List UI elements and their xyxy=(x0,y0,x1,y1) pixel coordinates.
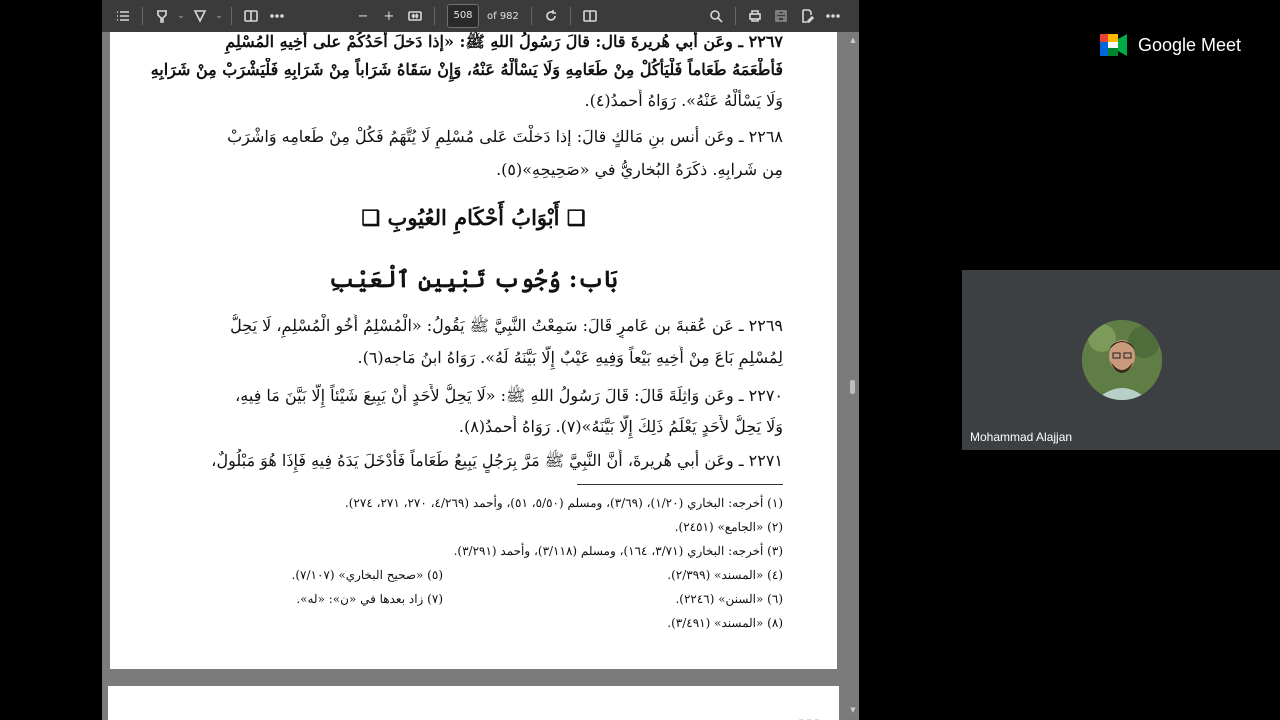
toolbar-separator xyxy=(231,7,232,25)
hadith-2269-line-2: لِمُسْلِمٍ بَاعَ مِنْ أَخِيهِ بَيْعاً وَفِيهِ عَيْبٌ إِلَّا بَيَّنَهُ لَهُ». رَوَاهُ ابنُ مَاجه(٦). xyxy=(357,348,783,367)
scroll-up-arrow-icon[interactable]: ▲ xyxy=(850,36,856,44)
hadith-2269-line-1: ٢٢٦٩ ـ عَن عُقبةَ بن عَامرٍ قَالَ: سَمِعْتُ النَّبِيَّ ﷺ يَقُولُ: «الْمُسْلِمُ أَخُو الْمُسْلِمِ، لَا يَحِلُّ xyxy=(230,316,783,335)
save-as-button[interactable] xyxy=(794,4,820,28)
participant-name: Mohammad Alajjan xyxy=(970,430,1073,444)
more-horizontal-icon xyxy=(269,8,285,24)
section-heading: ❑ أَبْوَابُ أَحْكَامِ العُيُوبِ ❑ xyxy=(361,205,586,230)
google-meet-icon xyxy=(1100,34,1128,56)
toolbar-separator xyxy=(735,7,736,25)
page-view-button[interactable] xyxy=(577,4,603,28)
hadith-2268-line-2: مِن شَرابِهِ. ذكَرَهُ البُخاريُّ في «صَحِيحِهِ»(٥). xyxy=(496,160,783,179)
zoom-out-button[interactable]: − xyxy=(357,8,369,24)
book-icon xyxy=(243,8,259,24)
rotate-icon xyxy=(543,8,559,24)
rotate-button[interactable] xyxy=(538,4,564,28)
draw-dropdown-chevron-icon[interactable]: ⌄ xyxy=(215,11,223,21)
footnote-7: (٧) زاد بعدها في «ن»: «له». xyxy=(296,592,443,606)
save-button[interactable] xyxy=(768,4,794,28)
pdf-page xyxy=(110,32,837,669)
two-page-icon xyxy=(582,8,598,24)
edit-document-icon xyxy=(799,8,815,24)
pen-icon xyxy=(192,8,208,24)
google-meet-logo xyxy=(1100,34,1241,56)
highlight-dropdown-chevron-icon[interactable]: ⌄ xyxy=(177,11,185,21)
footnote-divider xyxy=(577,484,783,485)
page-total-label: of 982 xyxy=(487,10,519,22)
next-pdf-page xyxy=(108,686,839,720)
hadith-2267-line-3: وَلَا يَسْأَلْهُ عَنْهُ». رَوَاهُ أَحمدُ(٤). xyxy=(584,91,783,110)
hadith-2267-line-2: فَأَطْعَمَهُ طَعَاماً فَلْيَأْكُلْ مِنْ طَعَامِهِ وَلَا يَسْأَلْهُ عَنْهُ، وَإِنْ سَقَاهُ شَرَاباً مِنْ شَرَابِهِ فَلْيَشْرَبْ مِنْ شَرَابِهِ xyxy=(151,60,783,79)
fit-page-button[interactable] xyxy=(402,4,428,28)
highlighter-icon xyxy=(154,8,170,24)
footnote-4: (٤) «المسند» (٢/٣٩٩). xyxy=(667,568,783,582)
scroll-down-arrow-icon[interactable]: ▼ xyxy=(850,706,856,714)
hadith-2271-line-1: ٢٢٧١ ـ وعَن أبي هُريرةَ، أَنَّ النَّبِيَّ ﷺ مَرَّ بِرَجُلٍ يَبِيعُ طَعَاماً فَأَدْخَلَ يَدَهُ فِيهِ فَإِذَا هُوَ مَبْلُولٌ، xyxy=(211,451,783,470)
hadith-2270-line-1: ٢٢٧٠ ـ وعَن وَاثِلَةَ قَالَ: قَالَ رَسُولُ اللهِ ﷺ: «لَا يَحِلُّ لأَحَدٍ أَنْ يَبِيعَ شَيْئاً إِلَّا بَيَّنَ مَا فِيهِ، xyxy=(235,386,783,405)
hadith-2268-line-1: ٢٢٦٨ ـ وعَن أنس بنِ مَالكٍ قالَ: إذا دَخلْتَ عَلى مُسْلِمٍ لَا يُتَّهَمُ فَكُلْ مِنْ طَعامِه وَاشْرَبْ xyxy=(227,127,783,146)
footnote-1: (١) أخرجه: البخاري (١/٢٠)، (٣/٦٩)، ومسلم (٥/٥٠، ٥١)، وأحمد (٤/٢٦٩، ٢٧٠، ٢٧١، ٢٧٤). xyxy=(344,496,783,510)
search-button[interactable] xyxy=(703,4,729,28)
toolbar-separator xyxy=(434,7,435,25)
pdf-viewer xyxy=(102,0,859,720)
toolbar-separator xyxy=(531,7,532,25)
save-icon xyxy=(773,8,789,24)
printer-icon xyxy=(747,8,763,24)
read-aloud-button[interactable] xyxy=(238,4,264,28)
print-button[interactable] xyxy=(742,4,768,28)
hadith-2270-line-2: وَلَا يَحِلُّ لأَحَدٍ يَعْلَمُ ذَلِكَ إِلَّا بَيَّنَهُ»(٧). رَوَاهُ أَحمدُ(٨). xyxy=(458,417,783,436)
contents-menu-button[interactable] xyxy=(110,4,136,28)
participant-tile[interactable] xyxy=(962,270,1280,450)
hadith-2267-line-1: ٢٢٦٧ ـ وعَن أبي هُريرةَ قال: قالَ رَسُولُ اللهِ ﷺ: «إذا دَخلَ أحَدُكُمْ على أخِيهِ المُسْلِمِ xyxy=(225,32,783,51)
more-tools-button[interactable] xyxy=(264,4,290,28)
footnote-3: (٣) أخرجه: البخاري (٣/٧١، ١٦٤)، ومسلم (٣/١١٨)، وأحمد (٣/٢٩١). xyxy=(453,544,783,558)
toolbar-separator xyxy=(570,7,571,25)
fit-width-icon xyxy=(407,8,423,24)
next-page-text-fragment: ـ ـ ـ xyxy=(799,710,819,720)
search-icon xyxy=(708,8,724,24)
avatar xyxy=(1082,320,1162,400)
list-icon xyxy=(115,8,131,24)
page-number-input[interactable]: 508 xyxy=(447,4,479,28)
highlight-button[interactable] xyxy=(149,4,175,28)
draw-button[interactable] xyxy=(187,4,213,28)
footnote-2: (٢) «الجامع» (٢٤٥١). xyxy=(674,520,783,534)
vertical-scrollbar-thumb[interactable] xyxy=(850,380,855,394)
zoom-in-button[interactable]: + xyxy=(383,8,395,24)
google-meet-title: Google Meet xyxy=(1138,34,1242,55)
footnote-5: (٥) «صحيح البخاري» (٧/١٠٧). xyxy=(291,568,443,582)
chapter-heading: بَاب: وُجُوب تَبْيِينِ ٱلْعَيْبِ xyxy=(329,266,618,293)
toolbar-separator xyxy=(142,7,143,25)
participant-photo xyxy=(1082,320,1162,400)
pdf-toolbar xyxy=(102,0,859,32)
footnote-8: (٨) «المسند» (٣/٤٩١). xyxy=(667,616,783,630)
settings-more-button[interactable] xyxy=(820,4,846,28)
footnote-6: (٦) «السنن» (٢٢٤٦). xyxy=(675,592,783,606)
more-horizontal-icon xyxy=(825,8,841,24)
